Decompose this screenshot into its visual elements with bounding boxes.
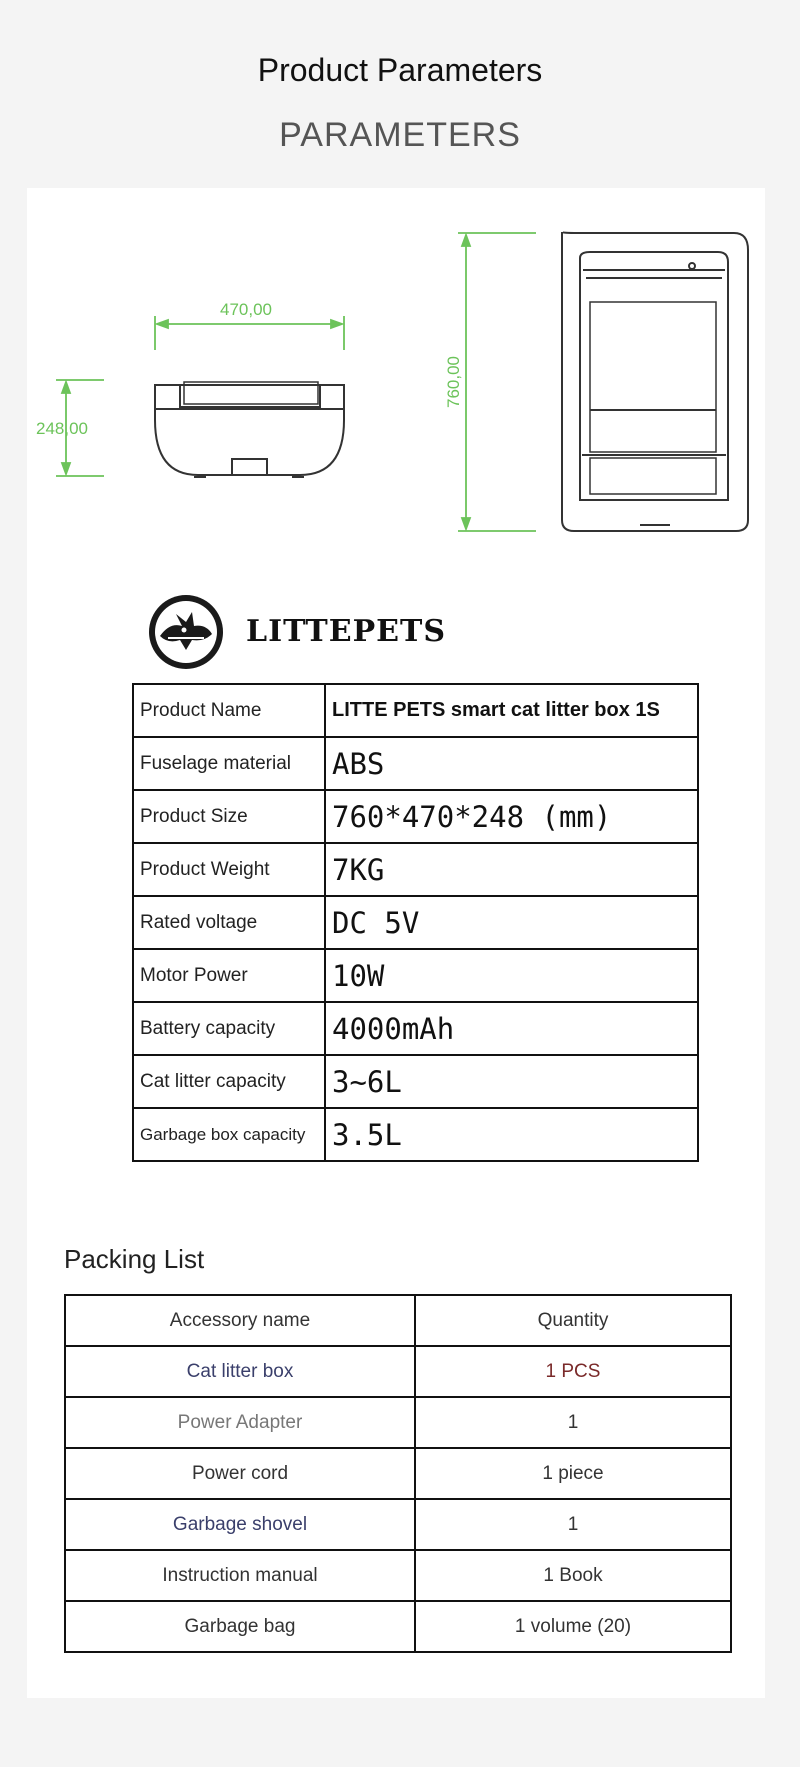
param-value: 760*470*248 (mm) xyxy=(325,790,698,843)
column-header-quantity: Quantity xyxy=(415,1295,731,1346)
table-row xyxy=(133,1002,698,1055)
param-label: Cat litter capacity xyxy=(133,1055,325,1108)
accessory-name: Power cord xyxy=(65,1448,415,1499)
table-row xyxy=(133,737,698,790)
brand-block xyxy=(146,590,476,674)
table-row xyxy=(65,1346,731,1397)
height-dimension-label: 248,00 xyxy=(36,419,88,438)
param-value: 3~6L xyxy=(325,1055,698,1108)
table-row xyxy=(133,949,698,1002)
table-row xyxy=(65,1448,731,1499)
table-row xyxy=(65,1601,731,1652)
accessory-name: Instruction manual xyxy=(65,1550,415,1601)
accessory-name: Cat litter box xyxy=(65,1346,415,1397)
param-value: LITTE PETS smart cat litter box 1S xyxy=(325,684,698,737)
side-view-drawing xyxy=(562,232,748,531)
table-row xyxy=(133,684,698,737)
table-row xyxy=(133,1055,698,1108)
table-row xyxy=(133,1108,698,1161)
table-row xyxy=(65,1550,731,1601)
param-value: ABS xyxy=(325,737,698,790)
param-label: Garbage box capacity xyxy=(133,1108,325,1161)
table-row xyxy=(65,1397,731,1448)
accessory-quantity: 1 xyxy=(415,1499,731,1550)
front-view-drawing xyxy=(155,382,344,477)
width-dimension-label: 470,00 xyxy=(220,300,272,319)
param-value: 4000mAh xyxy=(325,1002,698,1055)
param-label: Product Name xyxy=(133,684,325,737)
accessory-quantity: 1 Book xyxy=(415,1550,731,1601)
param-label: Product Weight xyxy=(133,843,325,896)
dimension-drawings xyxy=(0,0,800,560)
table-row xyxy=(65,1499,731,1550)
accessory-name: Garbage shovel xyxy=(65,1499,415,1550)
param-label: Product Size xyxy=(133,790,325,843)
parameters-table xyxy=(132,683,699,1162)
accessory-quantity: 1 xyxy=(415,1397,731,1448)
param-value: 7KG xyxy=(325,843,698,896)
param-value: 3.5L xyxy=(325,1108,698,1161)
accessory-quantity: 1 piece xyxy=(415,1448,731,1499)
accessory-name: Power Adapter xyxy=(65,1397,415,1448)
param-label: Battery capacity xyxy=(133,1002,325,1055)
param-value: 10W xyxy=(325,949,698,1002)
cat-logo-icon xyxy=(146,592,226,672)
packing-list-title: Packing List xyxy=(64,1244,205,1274)
table-row xyxy=(133,790,698,843)
table-header-row xyxy=(65,1295,731,1346)
accessory-name: Garbage bag xyxy=(65,1601,415,1652)
column-header-accessory: Accessory name xyxy=(65,1295,415,1346)
table-row xyxy=(133,843,698,896)
page-title: Product Parameters xyxy=(257,52,543,88)
accessory-quantity: 1 volume (20) xyxy=(415,1601,731,1652)
packing-list-table xyxy=(64,1294,732,1653)
param-label: Rated voltage xyxy=(133,896,325,949)
page-subtitle: PARAMETERS xyxy=(279,116,521,154)
depth-dimension-label: 760,00 xyxy=(444,356,463,408)
param-value: DC 5V xyxy=(325,896,698,949)
table-row xyxy=(133,896,698,949)
param-label: Motor Power xyxy=(133,949,325,1002)
param-label: Fuselage material xyxy=(133,737,325,790)
brand-name: LITTEPETS xyxy=(246,614,446,649)
accessory-quantity: 1 PCS xyxy=(415,1346,731,1397)
